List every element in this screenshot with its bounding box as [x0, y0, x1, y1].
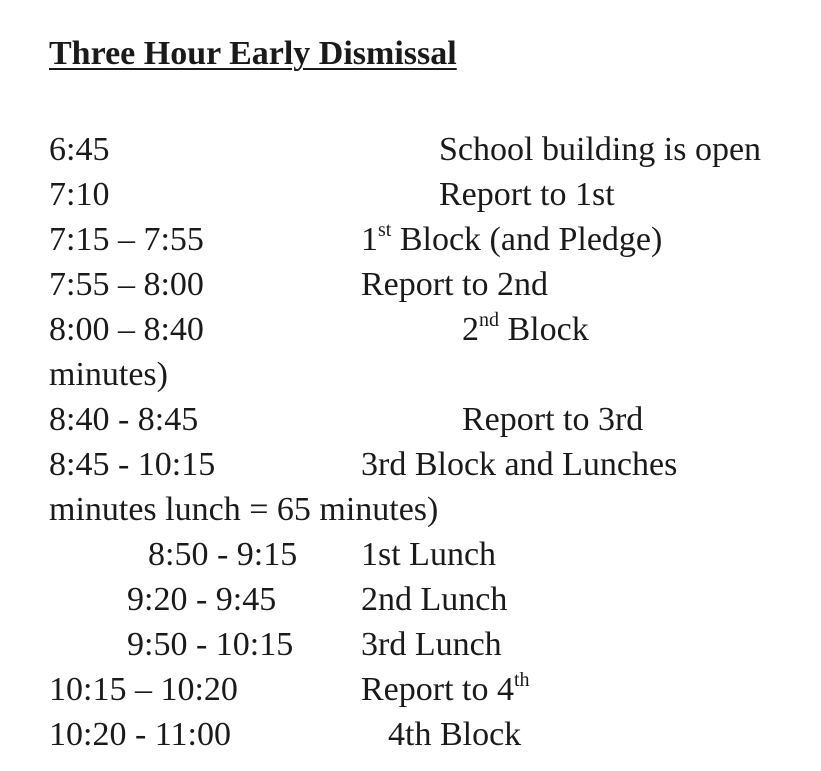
event-cell: 4th Block	[388, 716, 522, 753]
event-cell: 3rd Block and Lunches	[361, 446, 678, 483]
event-cell: 3rd Lunch	[361, 626, 502, 663]
time-cell: 7:15 – 7:55	[49, 221, 204, 258]
time-cell: 6:45	[49, 131, 110, 168]
ordinal-suffix: th	[513, 668, 530, 691]
event-number: 1	[361, 221, 378, 258]
time-cell: 10:20 - 11:00	[49, 716, 231, 753]
event-cell: School building is open	[439, 131, 762, 168]
event-cell: Report to 3rd	[462, 401, 644, 438]
wrapped-text: minutes lunch = 65 minutes)	[49, 491, 439, 528]
time-cell: 8:00 – 8:40	[49, 311, 204, 348]
event-cell	[361, 670, 530, 710]
event-number: 2	[462, 311, 479, 348]
time-cell: 7:10	[49, 176, 110, 213]
event-text: Block (and Pledge)	[391, 221, 663, 258]
time-cell: 8:50 - 9:15	[148, 536, 298, 573]
ordinal-suffix: st	[378, 218, 392, 241]
event-text: Report to 4	[361, 671, 514, 708]
event-cell: Report to 2nd	[361, 266, 548, 303]
time-cell: 9:20 - 9:45	[127, 581, 277, 618]
event-cell: 1st Lunch	[361, 536, 497, 573]
event-cell	[361, 220, 662, 260]
time-cell: 8:45 - 10:15	[49, 446, 216, 483]
event-text: Block	[499, 311, 589, 348]
time-cell: 9:50 - 10:15	[127, 626, 294, 663]
event-cell: 2nd Lunch	[361, 581, 508, 618]
time-cell: 8:40 - 8:45	[49, 401, 199, 438]
event-cell	[462, 310, 589, 350]
time-cell: 7:55 – 8:00	[49, 266, 204, 303]
event-cell: Report to 1st	[439, 176, 615, 213]
ordinal-suffix: nd	[479, 308, 499, 331]
wrapped-text: minutes)	[49, 356, 168, 393]
time-cell: 10:15 – 10:20	[49, 671, 238, 708]
document-title: Three Hour Early Dismissal	[49, 35, 457, 72]
